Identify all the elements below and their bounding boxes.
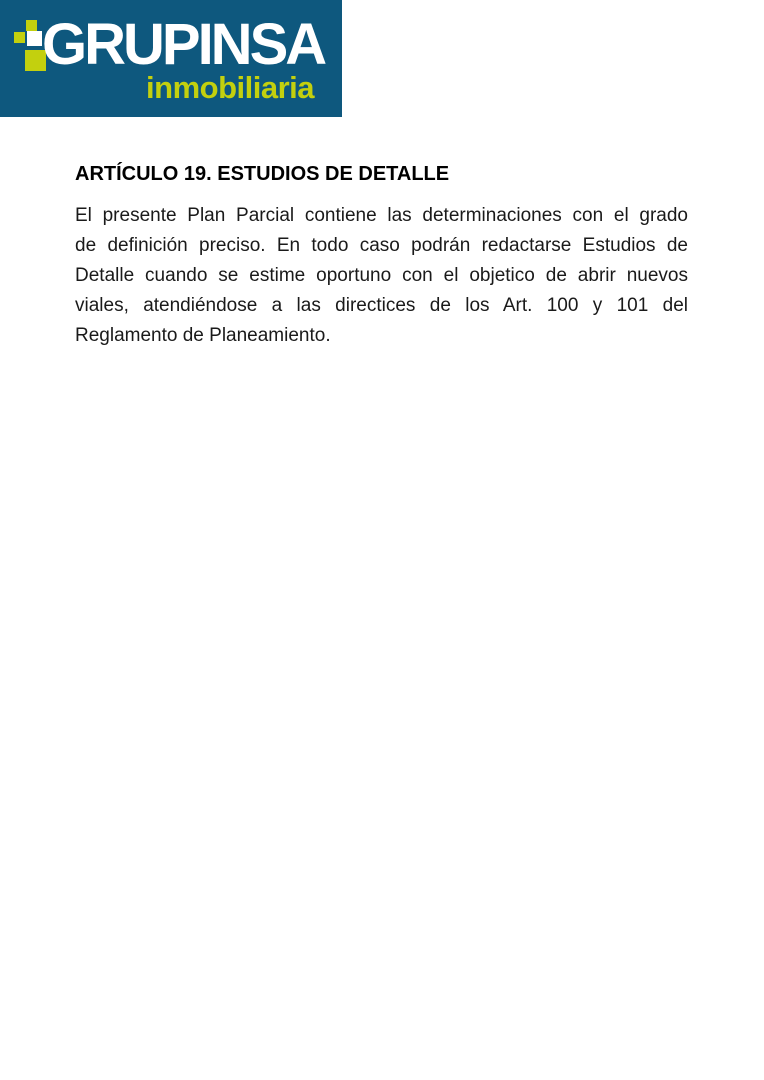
paragraph-line: El presente Plan Parcial contiene las determinaciones con el grado: [75, 205, 688, 226]
plus-icon-square-center: [27, 31, 42, 46]
company-logo: [0, 0, 342, 117]
paragraph-line: Reglamento de Planeamiento.: [75, 325, 331, 346]
paragraph-line: de definición preciso. En todo caso podrán redactarse Estudios de: [75, 235, 688, 256]
paragraph-line: viales, atendiéndose a las directices de los Art. 100 y 101 del: [75, 295, 688, 316]
article-content: [75, 160, 688, 351]
plus-icon-square-left: [14, 32, 25, 43]
article-paragraph: [75, 201, 688, 351]
plus-icon-square-top: [26, 20, 37, 31]
article-heading: ARTÍCULO 19. ESTUDIOS DE DETALLE: [75, 163, 450, 185]
company-tagline: inmobiliaria: [146, 70, 314, 105]
paragraph-line: Detalle cuando se estime oportuno con el objetico de abrir nuevos: [75, 265, 688, 286]
company-name: GRUPINSA: [42, 12, 325, 77]
